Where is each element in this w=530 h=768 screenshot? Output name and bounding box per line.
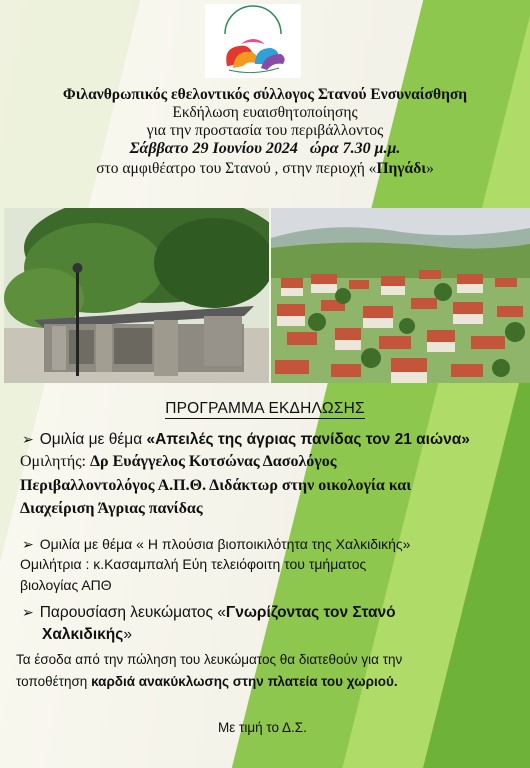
program-title — [0, 400, 530, 418]
photo-strip — [4, 208, 530, 383]
event-subtitle-2: για την προστασία του περιβάλλοντος — [146, 122, 384, 139]
fountain-photo — [4, 208, 269, 383]
item1-speaker-name: Δρ Ευάγγελος Κοτσώνας Δασολόγος — [90, 453, 337, 470]
item3-line2 — [42, 626, 132, 644]
program-item-3 — [22, 604, 396, 622]
arrow-bullet-icon: ➢ — [22, 537, 34, 553]
arrow-bullet-icon: ➢ — [22, 432, 34, 448]
item1-speaker-line3: Διαχείριση Άγριας πανίδας — [20, 500, 203, 517]
venue-suffix: » — [426, 160, 434, 177]
item1-prefix: Ομιλία με θέμα — [39, 431, 147, 448]
item3-title2: Χαλκιδικής — [42, 626, 124, 643]
item1-speaker-line2: Περιβαλλοντολόγος Α.Π.Θ. Διδάκτωρ στην οικολογία και — [20, 477, 412, 494]
association-name: Φιλανθρωπικός εθελοντικός σύλλογος Σταvού Ενσυναίσθηση — [62, 86, 468, 103]
event-date: Σάββατο 29 Ιουνίου 2024 — [129, 140, 298, 157]
proceeds-bold: καρδιά ανακύκλωσης στην πλατεία του χωριού. — [91, 674, 398, 689]
proceeds-line1: Τα έσοδα από την πώληση του λευκώματος θα διατεθούν για την — [16, 652, 403, 667]
item3-suffix: » — [123, 626, 132, 643]
program-item-1 — [22, 431, 470, 449]
program-item-2 — [22, 536, 410, 553]
item2-text: Ομιλία με θέμα « Η πλούσια βιοποικιλότητα της Χαλκιδικής» — [39, 536, 411, 552]
signoff: Με τιμή το Δ.Σ. — [218, 720, 307, 735]
item1-speaker — [20, 453, 337, 471]
proceeds-line2 — [16, 674, 398, 689]
venue-place: Πηγάδι — [376, 160, 427, 177]
item2-speaker-line2: βιολογίας ΑΠΘ — [20, 577, 112, 593]
village-photo — [271, 208, 530, 383]
item1-speaker-label: Ομιλητής: — [20, 453, 90, 470]
proceeds-prefix: τοποθέτηση — [16, 674, 92, 689]
item2-speaker: Ομιλήτρια : κ.Κασαμπαλή Εύη τελειόφοιτη του τμήματος — [20, 556, 367, 572]
event-time: ώρα 7.30 μ.μ. — [309, 140, 401, 157]
event-subtitle: Εκδήλωση ευαισθητοποίησης — [172, 104, 358, 121]
program-title-text: ΠΡΟΓΡΑΜΜΑ ΕΚΔΗΛΩΣΗΣ — [165, 400, 365, 417]
item3-title1: Γνωρίζοντας τον Στανό — [225, 604, 396, 621]
arrow-bullet-icon: ➢ — [22, 605, 34, 621]
venue-prefix: στο αμφιθέατρο του Στανού , στην περιοχή « — [96, 160, 377, 177]
item1-topic: «Απειλές της άγριας πανίδας τον 21 αιώνα» — [146, 431, 470, 448]
event-venue — [0, 160, 530, 178]
event-datetime — [0, 140, 530, 158]
item3-prefix: Παρουσίαση λευκώματος « — [39, 604, 226, 621]
association-logo — [205, 4, 301, 78]
